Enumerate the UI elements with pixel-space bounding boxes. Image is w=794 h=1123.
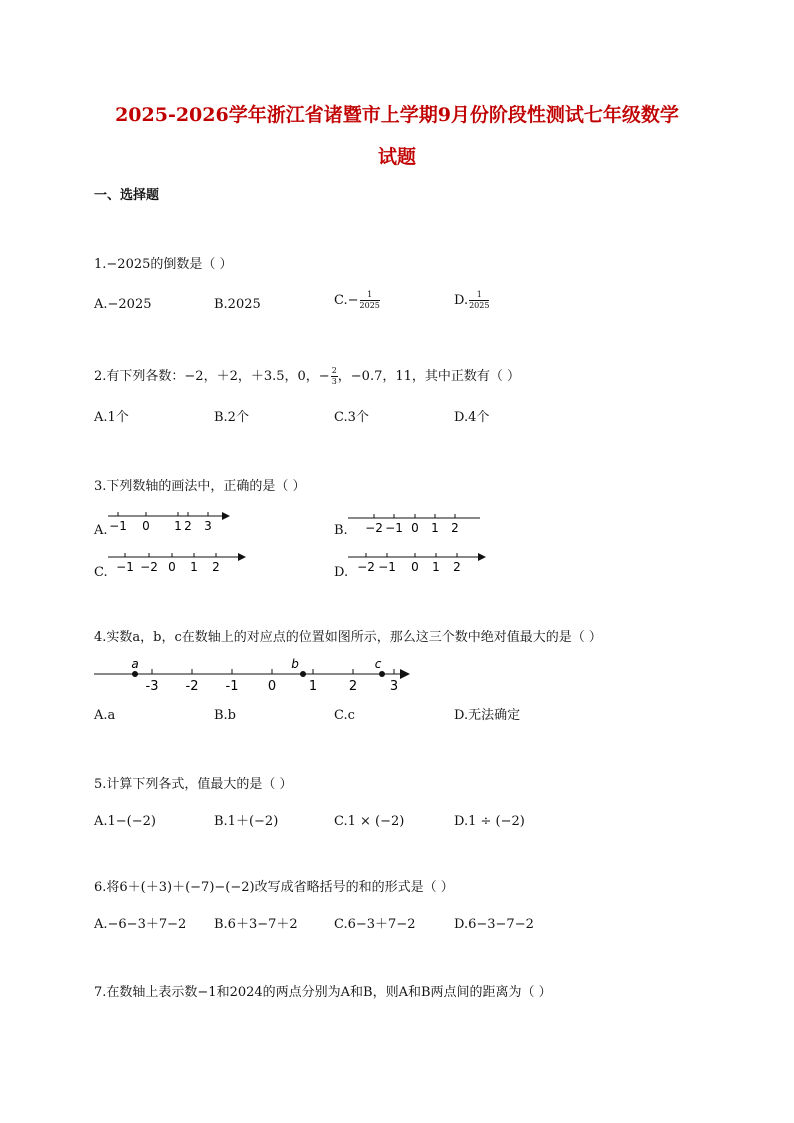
title-line-2: 试题 [377,146,416,168]
q4-option-d: D.无法确定 [454,708,521,723]
q3-d-tick-label: −2 [357,560,375,574]
q5-option-a: A.1−(−2) [94,814,156,829]
q4-tick-label: 3 [389,679,399,694]
q3-option-d-label: D. [334,565,349,580]
q1-option-d-fraction [469,291,489,310]
q1-option-c-prefix: C.− [334,293,359,308]
q1-option-d [454,291,489,310]
q2-option-c: C.3个 [334,410,369,425]
q3-number-line-b [348,508,484,538]
q4-point-b-label: b [291,657,299,671]
q3-a-tick-label: 1 [174,519,182,533]
q5-option-c: C.1 × (−2) [334,814,405,829]
q1-c-denominator: 2025 [359,301,380,310]
q2-stem [94,367,520,386]
q3-a-tick-label: 3 [204,519,212,533]
q1-option-b: B.2025 [214,297,261,312]
q4-tick-label: 1 [308,679,318,694]
q4-tick-label: -2 [185,679,199,694]
q3-b-tick-label: −2 [365,521,383,535]
title-line-1: 2025-2026学年浙江省诸暨市上学期9月份阶段性测试七年级数学 [115,104,679,126]
q3-number-line-a [108,508,234,538]
q2-fraction [331,367,338,386]
q4-option-b: B.b [214,708,237,723]
q3-option-c-label: C. [94,565,108,580]
q5-option-d: D.1 ÷ (−2) [454,814,525,829]
q6-option-d: D.6−3−7−2 [454,917,534,932]
q4-option-a: A.a [94,708,116,723]
q3-c-arrow-icon [238,553,246,561]
q1-option-d-prefix: D. [454,293,469,308]
q2-stem-before: 2.有下列各数：−2，＋2，＋3.5，0，− [94,369,330,384]
q1-c-numerator: 1 [360,291,380,301]
q3-d-tick-label: 1 [432,560,440,574]
q4-tick-label: 2 [348,679,358,694]
q3-c-tick-label: 0 [168,560,176,574]
q4-arrow-icon [400,669,410,679]
q3-d-tick-label: −1 [378,560,396,574]
q4-number-line [92,656,416,696]
q4-point-a [132,671,138,677]
q3-a-tick-label: −1 [109,519,127,533]
q4-stem: 4.实数a，b，c在数轴上的对应点的位置如图所示，那么这三个数中绝对值最大的是（ ） [94,630,602,645]
q7-stem: 7.在数轴上表示数−1和2024的两点分别为A和B，则A和B两点间的距离为（ ） [94,985,552,1000]
q3-b-tick-label: 1 [431,521,439,535]
q4-point-c [379,671,385,677]
q3-option-b-label: B. [334,523,348,538]
q4-point-b [300,671,306,677]
q1-stem: 1.−2025的倒数是（ ） [94,257,233,272]
q3-a-tick-label: 2 [184,519,192,533]
q2-option-a: A.1个 [94,410,129,425]
q4-option-c: C.c [334,708,355,723]
q6-stem: 6.将6＋(＋3)＋(−7)−(−2)改写成省略括号的和的形式是（ ） [94,880,454,895]
q3-number-line-d [348,548,490,578]
q1-d-numerator: 1 [469,291,489,301]
section-heading: 一、选择题 [94,188,160,203]
q3-c-tick-label: 1 [190,560,198,574]
q2-numerator: 2 [331,366,337,375]
q4-point-c-label: c [374,657,382,671]
q3-stem: 3.下列数轴的画法中，正确的是（ ） [94,479,306,494]
q3-option-a-label: A. [94,523,108,538]
q3-d-tick-label: 0 [411,560,419,574]
q1-option-a: A.−2025 [94,297,152,312]
q2-stem-after: ，−0.7，11，其中正数有（ ） [337,369,521,384]
q3-a-tick-label: 0 [142,519,150,533]
q3-b-tick-label: −1 [385,521,403,535]
q3-number-line-c [108,548,250,578]
q4-point-a-label: a [131,657,139,671]
q1-option-c-fraction [360,291,380,310]
q4-tick-label: -1 [225,679,239,694]
q3-c-tick-label: −1 [116,560,134,574]
q2-option-d: D.4个 [454,410,490,425]
q4-tick-label: 0 [267,679,277,694]
q3-d-tick-label: 2 [453,560,461,574]
q3-b-tick-label: 2 [451,521,459,535]
q3-d-arrow-icon [478,553,486,561]
q1-option-c [334,291,380,310]
q3-a-arrow-icon [222,512,230,520]
q5-stem: 5.计算下列各式，值最大的是（ ） [94,777,293,792]
q5-option-b: B.1＋(−2) [214,814,279,829]
q2-denominator: 3 [331,377,337,386]
q6-option-a: A.−6−3＋7−2 [94,917,187,932]
q2-option-b: B.2个 [214,410,249,425]
q1-d-denominator: 2025 [469,301,490,310]
q3-c-tick-label: 2 [212,560,220,574]
q3-c-tick-label: −2 [140,560,158,574]
q6-option-c: C.6−3＋7−2 [334,917,416,932]
q4-tick-label: -3 [145,679,159,694]
q3-b-tick-label: 0 [411,521,419,535]
q6-option-b: B.6＋3−7＋2 [214,917,298,932]
